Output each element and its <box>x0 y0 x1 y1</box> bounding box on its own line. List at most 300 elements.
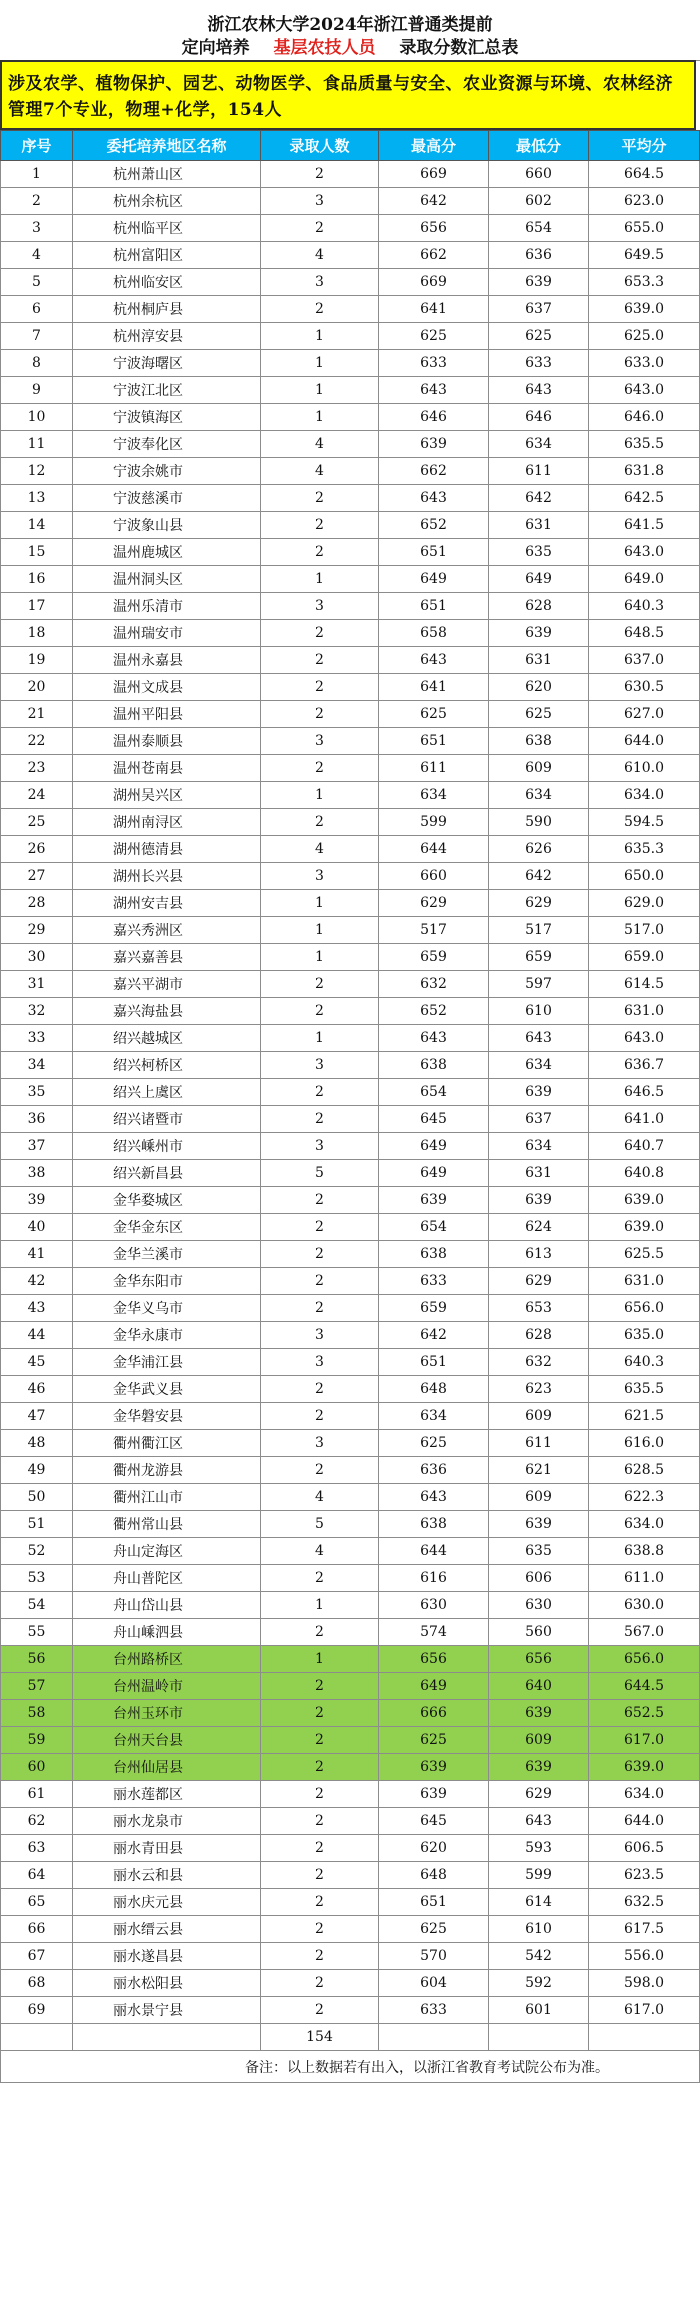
row-max-score: 638 <box>379 1052 489 1079</box>
row-max-score: 658 <box>379 620 489 647</box>
row-region: 衢州龙游县 <box>73 1457 261 1484</box>
row-max-score: 625 <box>379 1916 489 1943</box>
row-admitted: 5 <box>261 1511 379 1538</box>
row-max-score: 632 <box>379 971 489 998</box>
table-row <box>1 539 700 566</box>
row-seq: 55 <box>1 1619 73 1646</box>
row-max-score: 517 <box>379 917 489 944</box>
table-row <box>1 863 700 890</box>
row-admitted: 2 <box>261 1268 379 1295</box>
row-admitted: 2 <box>261 1700 379 1727</box>
row-max-score: 639 <box>379 1754 489 1781</box>
row-seq: 1 <box>1 161 73 188</box>
row-min-score: 542 <box>489 1943 589 1970</box>
row-region: 台州温岭市 <box>73 1673 261 1700</box>
row-max-score: 659 <box>379 1295 489 1322</box>
row-min-score: 560 <box>489 1619 589 1646</box>
table-row <box>1 620 700 647</box>
row-seq: 24 <box>1 782 73 809</box>
table-row <box>1 1295 700 1322</box>
row-seq: 69 <box>1 1997 73 2024</box>
row-max-score: 652 <box>379 998 489 1025</box>
row-min-score: 628 <box>489 1322 589 1349</box>
row-admitted: 3 <box>261 593 379 620</box>
row-region: 金华兰溪市 <box>73 1241 261 1268</box>
row-seq: 62 <box>1 1808 73 1835</box>
row-admitted: 2 <box>261 1808 379 1835</box>
row-region: 湖州吴兴区 <box>73 782 261 809</box>
row-max-score: 649 <box>379 566 489 593</box>
row-region: 湖州南浔区 <box>73 809 261 836</box>
table-row <box>1 1808 700 1835</box>
row-min-score: 630 <box>489 1592 589 1619</box>
row-max-score: 652 <box>379 512 489 539</box>
row-avg-score: 642.5 <box>589 485 700 512</box>
row-region: 宁波余姚市 <box>73 458 261 485</box>
table-row <box>1 215 700 242</box>
row-max-score: 662 <box>379 242 489 269</box>
row-min-score: 639 <box>489 1511 589 1538</box>
row-region: 丽水松阳县 <box>73 1970 261 1997</box>
row-avg-score: 634.0 <box>589 1511 700 1538</box>
row-min-score: 517 <box>489 917 589 944</box>
row-seq: 14 <box>1 512 73 539</box>
score-table <box>0 130 700 2083</box>
table-row <box>1 1511 700 1538</box>
table-row <box>1 809 700 836</box>
row-avg-score: 630.5 <box>589 674 700 701</box>
header-region: 委托培养地区名称 <box>73 131 261 161</box>
table-row <box>1 485 700 512</box>
row-min-score: 659 <box>489 944 589 971</box>
row-seq: 7 <box>1 323 73 350</box>
row-min-score: 625 <box>489 323 589 350</box>
row-seq: 30 <box>1 944 73 971</box>
row-max-score: 642 <box>379 188 489 215</box>
row-seq: 46 <box>1 1376 73 1403</box>
row-region: 台州天台县 <box>73 1727 261 1754</box>
row-seq: 4 <box>1 242 73 269</box>
row-avg-score: 635.0 <box>589 1322 700 1349</box>
table-row <box>1 1025 700 1052</box>
row-min-score: 637 <box>489 1106 589 1133</box>
row-avg-score: 639.0 <box>589 296 700 323</box>
row-region: 金华磐安县 <box>73 1403 261 1430</box>
row-min-score: 631 <box>489 512 589 539</box>
row-seq: 11 <box>1 431 73 458</box>
row-seq: 39 <box>1 1187 73 1214</box>
table-row <box>1 458 700 485</box>
row-max-score: 639 <box>379 1781 489 1808</box>
row-seq: 60 <box>1 1754 73 1781</box>
row-min-score: 631 <box>489 1160 589 1187</box>
row-avg-score: 643.0 <box>589 1025 700 1052</box>
row-avg-score: 640.3 <box>589 593 700 620</box>
row-max-score: 659 <box>379 944 489 971</box>
row-min-score: 592 <box>489 1970 589 1997</box>
row-max-score: 648 <box>379 1376 489 1403</box>
row-max-score: 639 <box>379 431 489 458</box>
row-min-score: 643 <box>489 1025 589 1052</box>
row-region: 绍兴诸暨市 <box>73 1106 261 1133</box>
row-admitted: 1 <box>261 350 379 377</box>
row-admitted: 1 <box>261 782 379 809</box>
row-region: 丽水龙泉市 <box>73 1808 261 1835</box>
title-table-name: 录取分数汇总表 <box>399 38 519 58</box>
table-row <box>1 782 700 809</box>
row-admitted: 2 <box>261 1376 379 1403</box>
row-admitted: 2 <box>261 1241 379 1268</box>
table-row <box>1 1241 700 1268</box>
row-admitted: 2 <box>261 1781 379 1808</box>
row-seq: 51 <box>1 1511 73 1538</box>
sheet-title <box>0 0 700 61</box>
table-row <box>1 1835 700 1862</box>
row-avg-score: 625.5 <box>589 1241 700 1268</box>
row-avg-score: 517.0 <box>589 917 700 944</box>
row-admitted: 2 <box>261 1970 379 1997</box>
row-admitted: 2 <box>261 512 379 539</box>
footnote-row <box>1 2051 700 2083</box>
row-region: 丽水莲都区 <box>73 1781 261 1808</box>
row-avg-score: 641.0 <box>589 1106 700 1133</box>
row-max-score: 625 <box>379 701 489 728</box>
row-admitted: 2 <box>261 1565 379 1592</box>
row-avg-score: 656.0 <box>589 1295 700 1322</box>
row-min-score: 633 <box>489 350 589 377</box>
row-avg-score: 622.3 <box>589 1484 700 1511</box>
row-region: 丽水缙云县 <box>73 1916 261 1943</box>
row-admitted: 2 <box>261 1943 379 1970</box>
row-region: 温州瑞安市 <box>73 620 261 647</box>
table-row <box>1 593 700 620</box>
row-admitted: 2 <box>261 971 379 998</box>
row-seq: 38 <box>1 1160 73 1187</box>
row-min-score: 632 <box>489 1349 589 1376</box>
row-min-score: 639 <box>489 1079 589 1106</box>
row-admitted: 4 <box>261 1484 379 1511</box>
row-region: 温州平阳县 <box>73 701 261 728</box>
table-row <box>1 242 700 269</box>
row-seq: 68 <box>1 1970 73 1997</box>
row-min-score: 634 <box>489 1052 589 1079</box>
row-region: 金华永康市 <box>73 1322 261 1349</box>
row-region: 湖州德清县 <box>73 836 261 863</box>
row-min-score: 635 <box>489 539 589 566</box>
row-avg-score: 652.5 <box>589 1700 700 1727</box>
row-max-score: 651 <box>379 1889 489 1916</box>
row-avg-score: 639.0 <box>589 1187 700 1214</box>
row-avg-score: 633.0 <box>589 350 700 377</box>
major-scope-banner: 涉及农学、植物保护、园艺、动物医学、食品质量与安全、农业资源与环境、农林经济管理7个专业，物理+化学，154人 <box>0 60 696 130</box>
row-max-score: 641 <box>379 674 489 701</box>
row-max-score: 648 <box>379 1862 489 1889</box>
row-avg-score: 617.0 <box>589 1997 700 2024</box>
row-avg-score: 623.0 <box>589 188 700 215</box>
table-row <box>1 674 700 701</box>
row-min-score: 642 <box>489 863 589 890</box>
row-avg-score: 648.5 <box>589 620 700 647</box>
row-min-score: 634 <box>489 1133 589 1160</box>
row-avg-score: 640.3 <box>589 1349 700 1376</box>
row-min-score: 606 <box>489 1565 589 1592</box>
header-admitted: 录取人数 <box>261 131 379 161</box>
row-region: 温州苍南县 <box>73 755 261 782</box>
row-seq: 34 <box>1 1052 73 1079</box>
row-avg-score: 631.0 <box>589 998 700 1025</box>
row-min-score: 639 <box>489 620 589 647</box>
row-region: 金华武义县 <box>73 1376 261 1403</box>
row-admitted: 2 <box>261 1187 379 1214</box>
row-admitted: 2 <box>261 1079 379 1106</box>
row-admitted: 1 <box>261 377 379 404</box>
row-region: 台州仙居县 <box>73 1754 261 1781</box>
row-admitted: 2 <box>261 674 379 701</box>
row-admitted: 2 <box>261 539 379 566</box>
header-seq: 序号 <box>1 131 73 161</box>
row-region: 绍兴越城区 <box>73 1025 261 1052</box>
row-region: 杭州临安区 <box>73 269 261 296</box>
row-max-score: 625 <box>379 323 489 350</box>
row-avg-score: 659.0 <box>589 944 700 971</box>
row-min-score: 613 <box>489 1241 589 1268</box>
row-max-score: 649 <box>379 1133 489 1160</box>
table-row <box>1 1916 700 1943</box>
row-max-score: 656 <box>379 215 489 242</box>
row-seq: 25 <box>1 809 73 836</box>
row-admitted: 1 <box>261 1592 379 1619</box>
row-seq: 54 <box>1 1592 73 1619</box>
row-region: 丽水庆元县 <box>73 1889 261 1916</box>
row-region: 舟山普陀区 <box>73 1565 261 1592</box>
table-row <box>1 1376 700 1403</box>
row-min-score: 629 <box>489 1268 589 1295</box>
row-region: 金华婺城区 <box>73 1187 261 1214</box>
row-avg-score: 567.0 <box>589 1619 700 1646</box>
row-seq: 53 <box>1 1565 73 1592</box>
row-max-score: 638 <box>379 1511 489 1538</box>
table-row <box>1 296 700 323</box>
row-min-score: 628 <box>489 593 589 620</box>
row-admitted: 2 <box>261 1997 379 2024</box>
row-region: 温州鹿城区 <box>73 539 261 566</box>
row-avg-score: 655.0 <box>589 215 700 242</box>
row-seq: 36 <box>1 1106 73 1133</box>
row-region: 绍兴嵊州市 <box>73 1133 261 1160</box>
row-max-score: 643 <box>379 1025 489 1052</box>
row-min-score: 620 <box>489 674 589 701</box>
row-max-score: 633 <box>379 1997 489 2024</box>
table-row <box>1 1970 700 1997</box>
row-admitted: 2 <box>261 647 379 674</box>
row-max-score: 660 <box>379 863 489 890</box>
row-admitted: 3 <box>261 728 379 755</box>
row-seq: 8 <box>1 350 73 377</box>
total-count: 154 <box>261 2024 379 2051</box>
row-admitted: 3 <box>261 188 379 215</box>
row-region: 台州玉环市 <box>73 1700 261 1727</box>
row-avg-score: 606.5 <box>589 1835 700 1862</box>
row-seq: 29 <box>1 917 73 944</box>
row-admitted: 2 <box>261 215 379 242</box>
row-avg-score: 623.5 <box>589 1862 700 1889</box>
row-seq: 13 <box>1 485 73 512</box>
row-admitted: 2 <box>261 1295 379 1322</box>
row-admitted: 3 <box>261 1052 379 1079</box>
table-row <box>1 431 700 458</box>
row-avg-score: 649.0 <box>589 566 700 593</box>
row-min-score: 660 <box>489 161 589 188</box>
table-row <box>1 1160 700 1187</box>
row-region: 嘉兴海盐县 <box>73 998 261 1025</box>
table-row <box>1 1322 700 1349</box>
row-admitted: 3 <box>261 1322 379 1349</box>
row-max-score: 633 <box>379 1268 489 1295</box>
row-seq: 2 <box>1 188 73 215</box>
row-min-score: 610 <box>489 998 589 1025</box>
row-max-score: 625 <box>379 1430 489 1457</box>
table-row <box>1 998 700 1025</box>
row-seq: 20 <box>1 674 73 701</box>
row-min-score: 610 <box>489 1916 589 1943</box>
row-max-score: 649 <box>379 1160 489 1187</box>
row-max-score: 599 <box>379 809 489 836</box>
row-seq: 57 <box>1 1673 73 1700</box>
row-region: 杭州富阳区 <box>73 242 261 269</box>
row-max-score: 633 <box>379 350 489 377</box>
row-max-score: 645 <box>379 1808 489 1835</box>
row-admitted: 3 <box>261 1430 379 1457</box>
row-admitted: 2 <box>261 1214 379 1241</box>
row-avg-score: 631.8 <box>589 458 700 485</box>
row-admitted: 2 <box>261 1457 379 1484</box>
row-region: 宁波象山县 <box>73 512 261 539</box>
table-row <box>1 1133 700 1160</box>
row-seq: 67 <box>1 1943 73 1970</box>
row-seq: 18 <box>1 620 73 647</box>
row-admitted: 2 <box>261 701 379 728</box>
row-max-score: 611 <box>379 755 489 782</box>
table-row <box>1 944 700 971</box>
row-avg-score: 649.5 <box>589 242 700 269</box>
row-region: 舟山定海区 <box>73 1538 261 1565</box>
row-region: 衢州常山县 <box>73 1511 261 1538</box>
row-region: 绍兴柯桥区 <box>73 1052 261 1079</box>
row-admitted: 2 <box>261 485 379 512</box>
row-min-score: 642 <box>489 485 589 512</box>
row-seq: 44 <box>1 1322 73 1349</box>
row-avg-score: 646.5 <box>589 1079 700 1106</box>
row-max-score: 654 <box>379 1214 489 1241</box>
row-seq: 64 <box>1 1862 73 1889</box>
table-row <box>1 1349 700 1376</box>
table-row <box>1 269 700 296</box>
table-row <box>1 1862 700 1889</box>
row-admitted: 3 <box>261 863 379 890</box>
row-seq: 45 <box>1 1349 73 1376</box>
row-region: 杭州余杭区 <box>73 188 261 215</box>
row-seq: 32 <box>1 998 73 1025</box>
row-min-score: 609 <box>489 755 589 782</box>
row-avg-score: 614.5 <box>589 971 700 998</box>
table-row <box>1 1106 700 1133</box>
row-avg-score: 556.0 <box>589 1943 700 1970</box>
table-row <box>1 161 700 188</box>
table-row <box>1 1214 700 1241</box>
table-row <box>1 323 700 350</box>
row-min-score: 629 <box>489 1781 589 1808</box>
row-seq: 16 <box>1 566 73 593</box>
row-min-score: 614 <box>489 1889 589 1916</box>
row-avg-score: 640.7 <box>589 1133 700 1160</box>
row-max-score: 651 <box>379 593 489 620</box>
table-row <box>1 377 700 404</box>
row-seq: 47 <box>1 1403 73 1430</box>
row-avg-score: 639.0 <box>589 1214 700 1241</box>
row-region: 宁波慈溪市 <box>73 485 261 512</box>
row-admitted: 2 <box>261 1754 379 1781</box>
row-min-score: 634 <box>489 782 589 809</box>
row-region: 舟山嵊泗县 <box>73 1619 261 1646</box>
row-region: 丽水青田县 <box>73 1835 261 1862</box>
row-admitted: 2 <box>261 1727 379 1754</box>
table-row <box>1 1592 700 1619</box>
table-row <box>1 188 700 215</box>
row-avg-score: 617.5 <box>589 1916 700 1943</box>
row-region: 温州泰顺县 <box>73 728 261 755</box>
table-row <box>1 1646 700 1673</box>
row-seq: 22 <box>1 728 73 755</box>
row-avg-score: 611.0 <box>589 1565 700 1592</box>
row-admitted: 1 <box>261 1025 379 1052</box>
row-avg-score: 634.0 <box>589 782 700 809</box>
row-seq: 28 <box>1 890 73 917</box>
total-cell-blank <box>1 2024 73 2051</box>
row-region: 杭州临平区 <box>73 215 261 242</box>
row-region: 金华东阳市 <box>73 1268 261 1295</box>
row-max-score: 644 <box>379 836 489 863</box>
table-row <box>1 1781 700 1808</box>
row-seq: 17 <box>1 593 73 620</box>
table-row <box>1 890 700 917</box>
row-avg-score: 594.5 <box>589 809 700 836</box>
row-min-score: 593 <box>489 1835 589 1862</box>
table-row <box>1 1727 700 1754</box>
row-seq: 12 <box>1 458 73 485</box>
table-header-row <box>1 131 700 161</box>
row-min-score: 626 <box>489 836 589 863</box>
row-min-score: 609 <box>489 1403 589 1430</box>
row-region: 杭州萧山区 <box>73 161 261 188</box>
header-avg-score: 平均分 <box>589 131 700 161</box>
row-avg-score: 639.0 <box>589 1754 700 1781</box>
row-avg-score: 644.5 <box>589 1673 700 1700</box>
row-max-score: 638 <box>379 1241 489 1268</box>
row-region: 宁波江北区 <box>73 377 261 404</box>
row-admitted: 2 <box>261 161 379 188</box>
row-avg-score: 650.0 <box>589 863 700 890</box>
row-admitted: 2 <box>261 1862 379 1889</box>
row-seq: 52 <box>1 1538 73 1565</box>
row-region: 杭州桐庐县 <box>73 296 261 323</box>
table-row <box>1 404 700 431</box>
row-admitted: 1 <box>261 1646 379 1673</box>
row-seq: 56 <box>1 1646 73 1673</box>
row-max-score: 630 <box>379 1592 489 1619</box>
row-admitted: 3 <box>261 1133 379 1160</box>
row-admitted: 1 <box>261 944 379 971</box>
row-seq: 26 <box>1 836 73 863</box>
